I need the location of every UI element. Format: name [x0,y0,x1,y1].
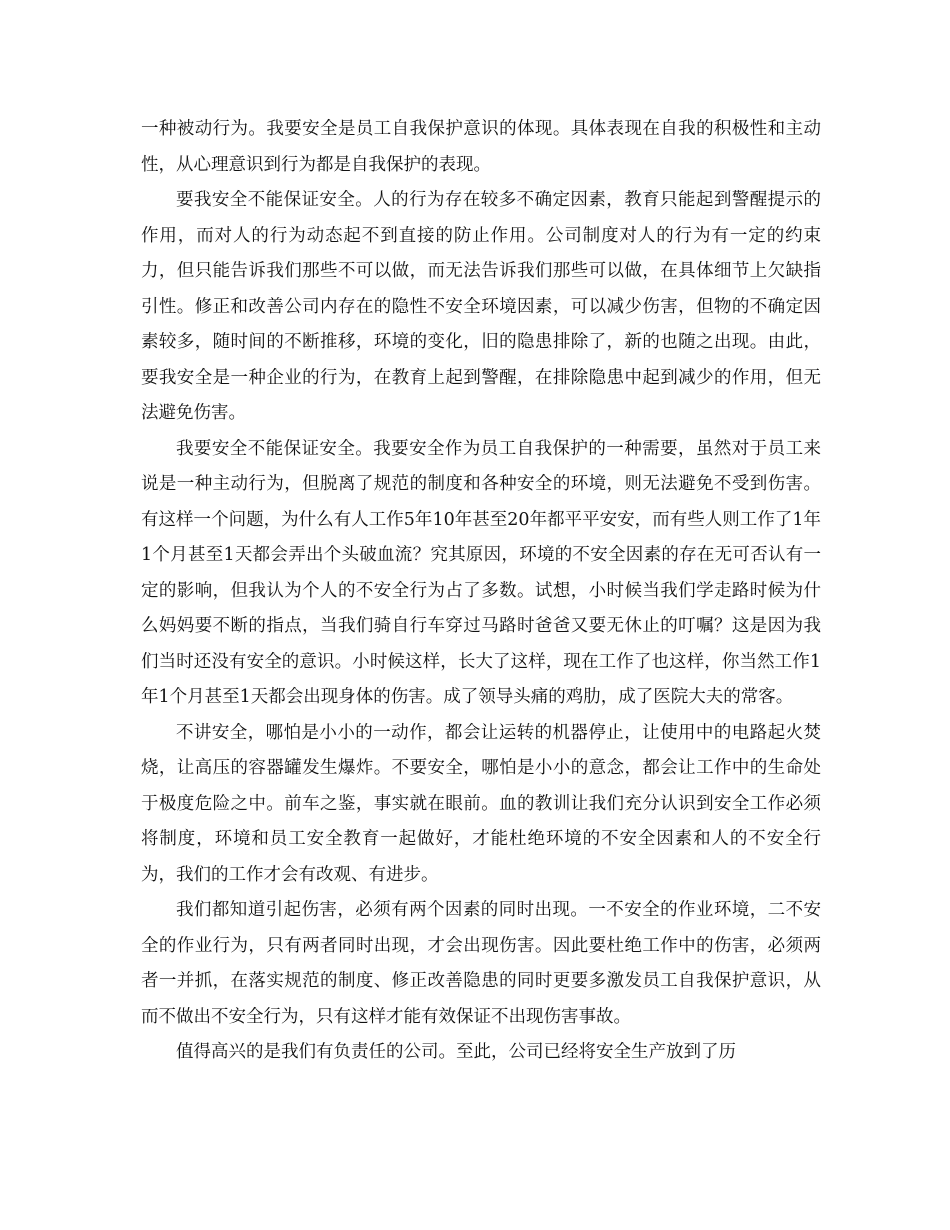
paragraph-6: 值得高兴的是我们有负责任的公司。至此，公司已经将安全生产放到了历 [176,1042,736,1062]
paragraph-4: 不讲安全，哪怕是小小的一动作，都会让运转的机器停止，让使用中的电路起火焚烧，让高压的容器罐发生爆炸。不要安全，哪怕是小小的意念，都会让工作中的生命处于极度危险之中。前车之鉴，事实就在眼前。血的教训让我们充分认识到安全工作必须将制度，环境和员工安全教育一起做好，才能杜绝环境的不安全因素和人的不安全行为，我们的工作才会有改观、有进步。 [141,722,821,885]
paragraph-2: 要我安全不能保证安全。人的行为存在较多不确定因素，教育只能起到警醒提示的作用，而对人的行为动态起不到直接的防止作用。公司制度对人的行为有一定的约束力，但只能告诉我们那些不可以做，而无法告诉我们那些可以做，在具体细节上欠缺指引性。修正和改善公司内存在的隐性不安全环境因素，可以减少伤害，但物的不确定因素较多，随时间的不断推移，环境的变化，旧的隐患排除了，新的也随之出现。由此，要我安全是一种企业的行为，在教育上起到警醒，在排除隐患中起到减少的作用，但无法避免伤害。 [141,190,821,423]
paragraph-3: 我要安全不能保证安全。我要安全作为员工自我保护的一种需要，虽然对于员工来说是一种主动行为，但脱离了规范的制度和各种安全的环境，则无法避免不受到伤害。有这样一个问题，为什么有人工作5年10年甚至20年都平平安安，而有些人则工作了1年1个月甚至1天都会弄出个头破血流？究其原因，环境的不安全因素的存在无可否认有一定的影响，但我认为个人的不安全行为占了多数。试想，小时候当我们学走路时候为什么妈妈要不断的指点，当我们骑自行车穿过马路时爸爸又要无休止的叮嘱？这是因为我们当时还没有安全的意识。小时候这样，长大了这样，现在工作了也这样，你当然工作1年1个月甚至1天都会出现身体的伤害。成了领导头痛的鸡肋，成了医院大夫的常客。 [141,438,821,707]
document-body [141,112,821,1071]
paragraph-1: 一种被动行为。我要安全是员工自我保护意识的体现。具体表现在自我的积极性和主动性，从心理意识到行为都是自我保护的表现。 [141,119,821,175]
paragraph-5: 我们都知道引起伤害，必须有两个因素的同时出现。一不安全的作业环境，二不安全的作业行为，只有两者同时出现，才会出现伤害。因此要杜绝工作中的伤害，必须两者一并抓，在落实规范的制度、修正改善隐患的同时更要多激发员工自我保护意识，从而不做出不安全行为，只有这样才能有效保证不出现伤害事故。 [141,900,821,1027]
